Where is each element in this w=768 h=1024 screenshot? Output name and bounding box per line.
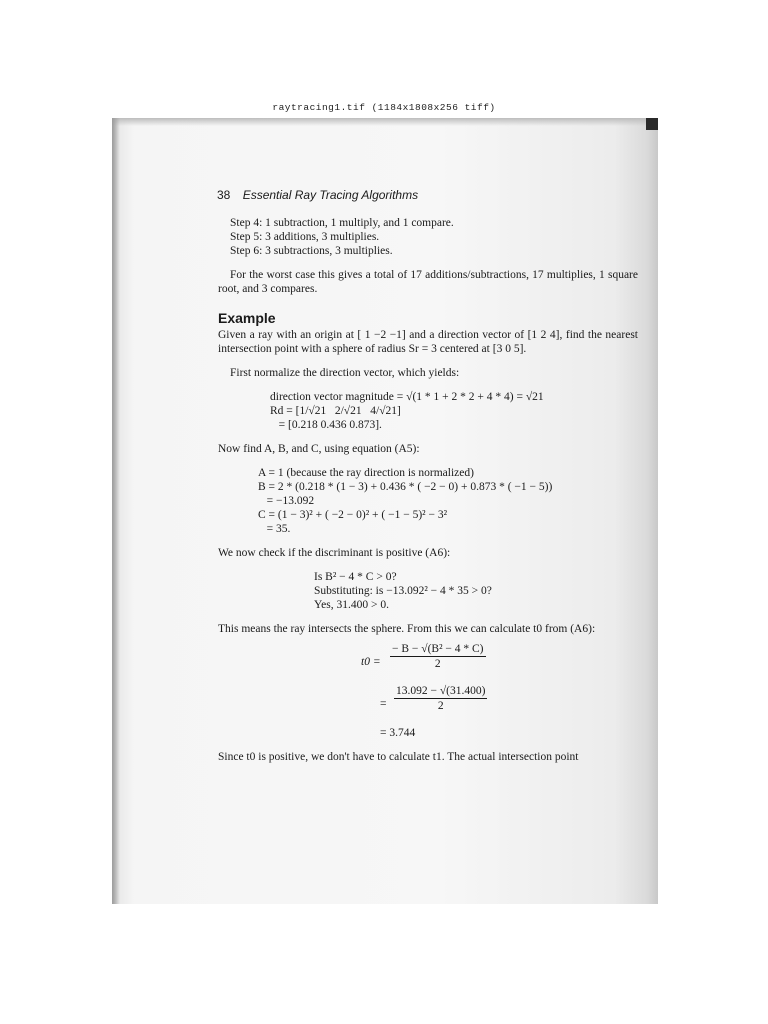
example-intro-paragraph: Given a ray with an origin at [ 1 −2 −1] and a direction vector of [1 2 4], find the nearest intersection point with a sphere of radius Sr = 3 centered at [3 0 5]. (218, 329, 638, 355)
t0-substituted (218, 684, 638, 726)
rd-equation: Rd = [1/√21 2/√21 4/√21] (270, 405, 401, 417)
normalize-intro: First normalize the direction vector, which yields: (230, 367, 460, 379)
t0-substituted-fraction (394, 684, 487, 713)
discriminant-intro: We now check if the discriminant is positive (A6): (218, 547, 451, 559)
rd-value: = [0.218 0.436 0.873]. (270, 419, 382, 431)
t0-fraction (390, 642, 486, 671)
step-6: Step 6: 3 subtractions, 3 multiplies. (230, 245, 393, 257)
page-binding-shadow (112, 118, 120, 904)
find-abc-paragraph: Now find A, B, and C, using equation (A5): (218, 443, 420, 455)
c-equation: C = (1 − 3)² + ( −2 − 0)² + ( −1 − 5)² − 3² (258, 509, 448, 521)
substituted-numerator: 13.092 − √(31.400) (396, 685, 486, 697)
t0-label: t0 = (361, 656, 381, 668)
discriminant-substitution: Substituting: is −13.092² − 4 * 35 > 0? (314, 585, 492, 597)
magnitude-equation: direction vector magnitude = √(1 * 1 + 2 * 2 + 4 * 4) = √21 (270, 391, 544, 403)
c-value: = 35. (258, 523, 291, 535)
running-head (217, 188, 638, 202)
discriminant-check (218, 570, 638, 612)
page-corner (646, 118, 658, 130)
closing-paragraph: Since t0 is positive, we don't have to calculate t1. The actual intersection point (218, 751, 579, 763)
fraction-numerator: − B − √(B² − 4 * C) (392, 643, 484, 655)
example-heading: Example (218, 310, 276, 326)
equals-sign: = (380, 698, 387, 710)
discriminant-answer: Yes, 31.400 > 0. (314, 599, 389, 611)
abc-equations (218, 466, 638, 536)
step-list (218, 216, 638, 258)
page-number: 38 (217, 188, 231, 202)
t0-result: = 3.744 (380, 727, 416, 739)
page-content (218, 188, 638, 764)
book-page (112, 118, 658, 904)
b-value: = −13.092 (258, 495, 315, 507)
fraction-denominator: 2 (434, 658, 441, 670)
t0-formula (218, 642, 638, 684)
normalize-equations (218, 390, 638, 432)
scan-file-header: raytracing1.tif (1184x1808x256 tiff) (272, 102, 496, 113)
intersects-paragraph: This means the ray intersects the sphere. From this we can calculate t0 from (A6): (218, 623, 596, 635)
page-top-shadow (112, 118, 658, 126)
book-title: Essential Ray Tracing Algorithms (242, 188, 419, 202)
step-5: Step 5: 3 additions, 3 multiplies. (230, 231, 380, 243)
a-equation: A = 1 (because the ray direction is normalized) (258, 467, 474, 479)
worst-case-paragraph: For the worst case this gives a total of 17 additions/subtractions, 17 multiplies, 1 square root, and 3 compares. (218, 269, 638, 295)
b-equation: B = 2 * (0.218 * (1 − 3) + 0.436 * ( −2 − 0) + 0.873 * ( −1 − 5)) (258, 481, 553, 493)
step-4: Step 4: 1 subtraction, 1 multiply, and 1 compare. (230, 217, 454, 229)
discriminant-question: Is B² − 4 * C > 0? (314, 571, 397, 583)
substituted-denominator: 2 (437, 700, 444, 712)
